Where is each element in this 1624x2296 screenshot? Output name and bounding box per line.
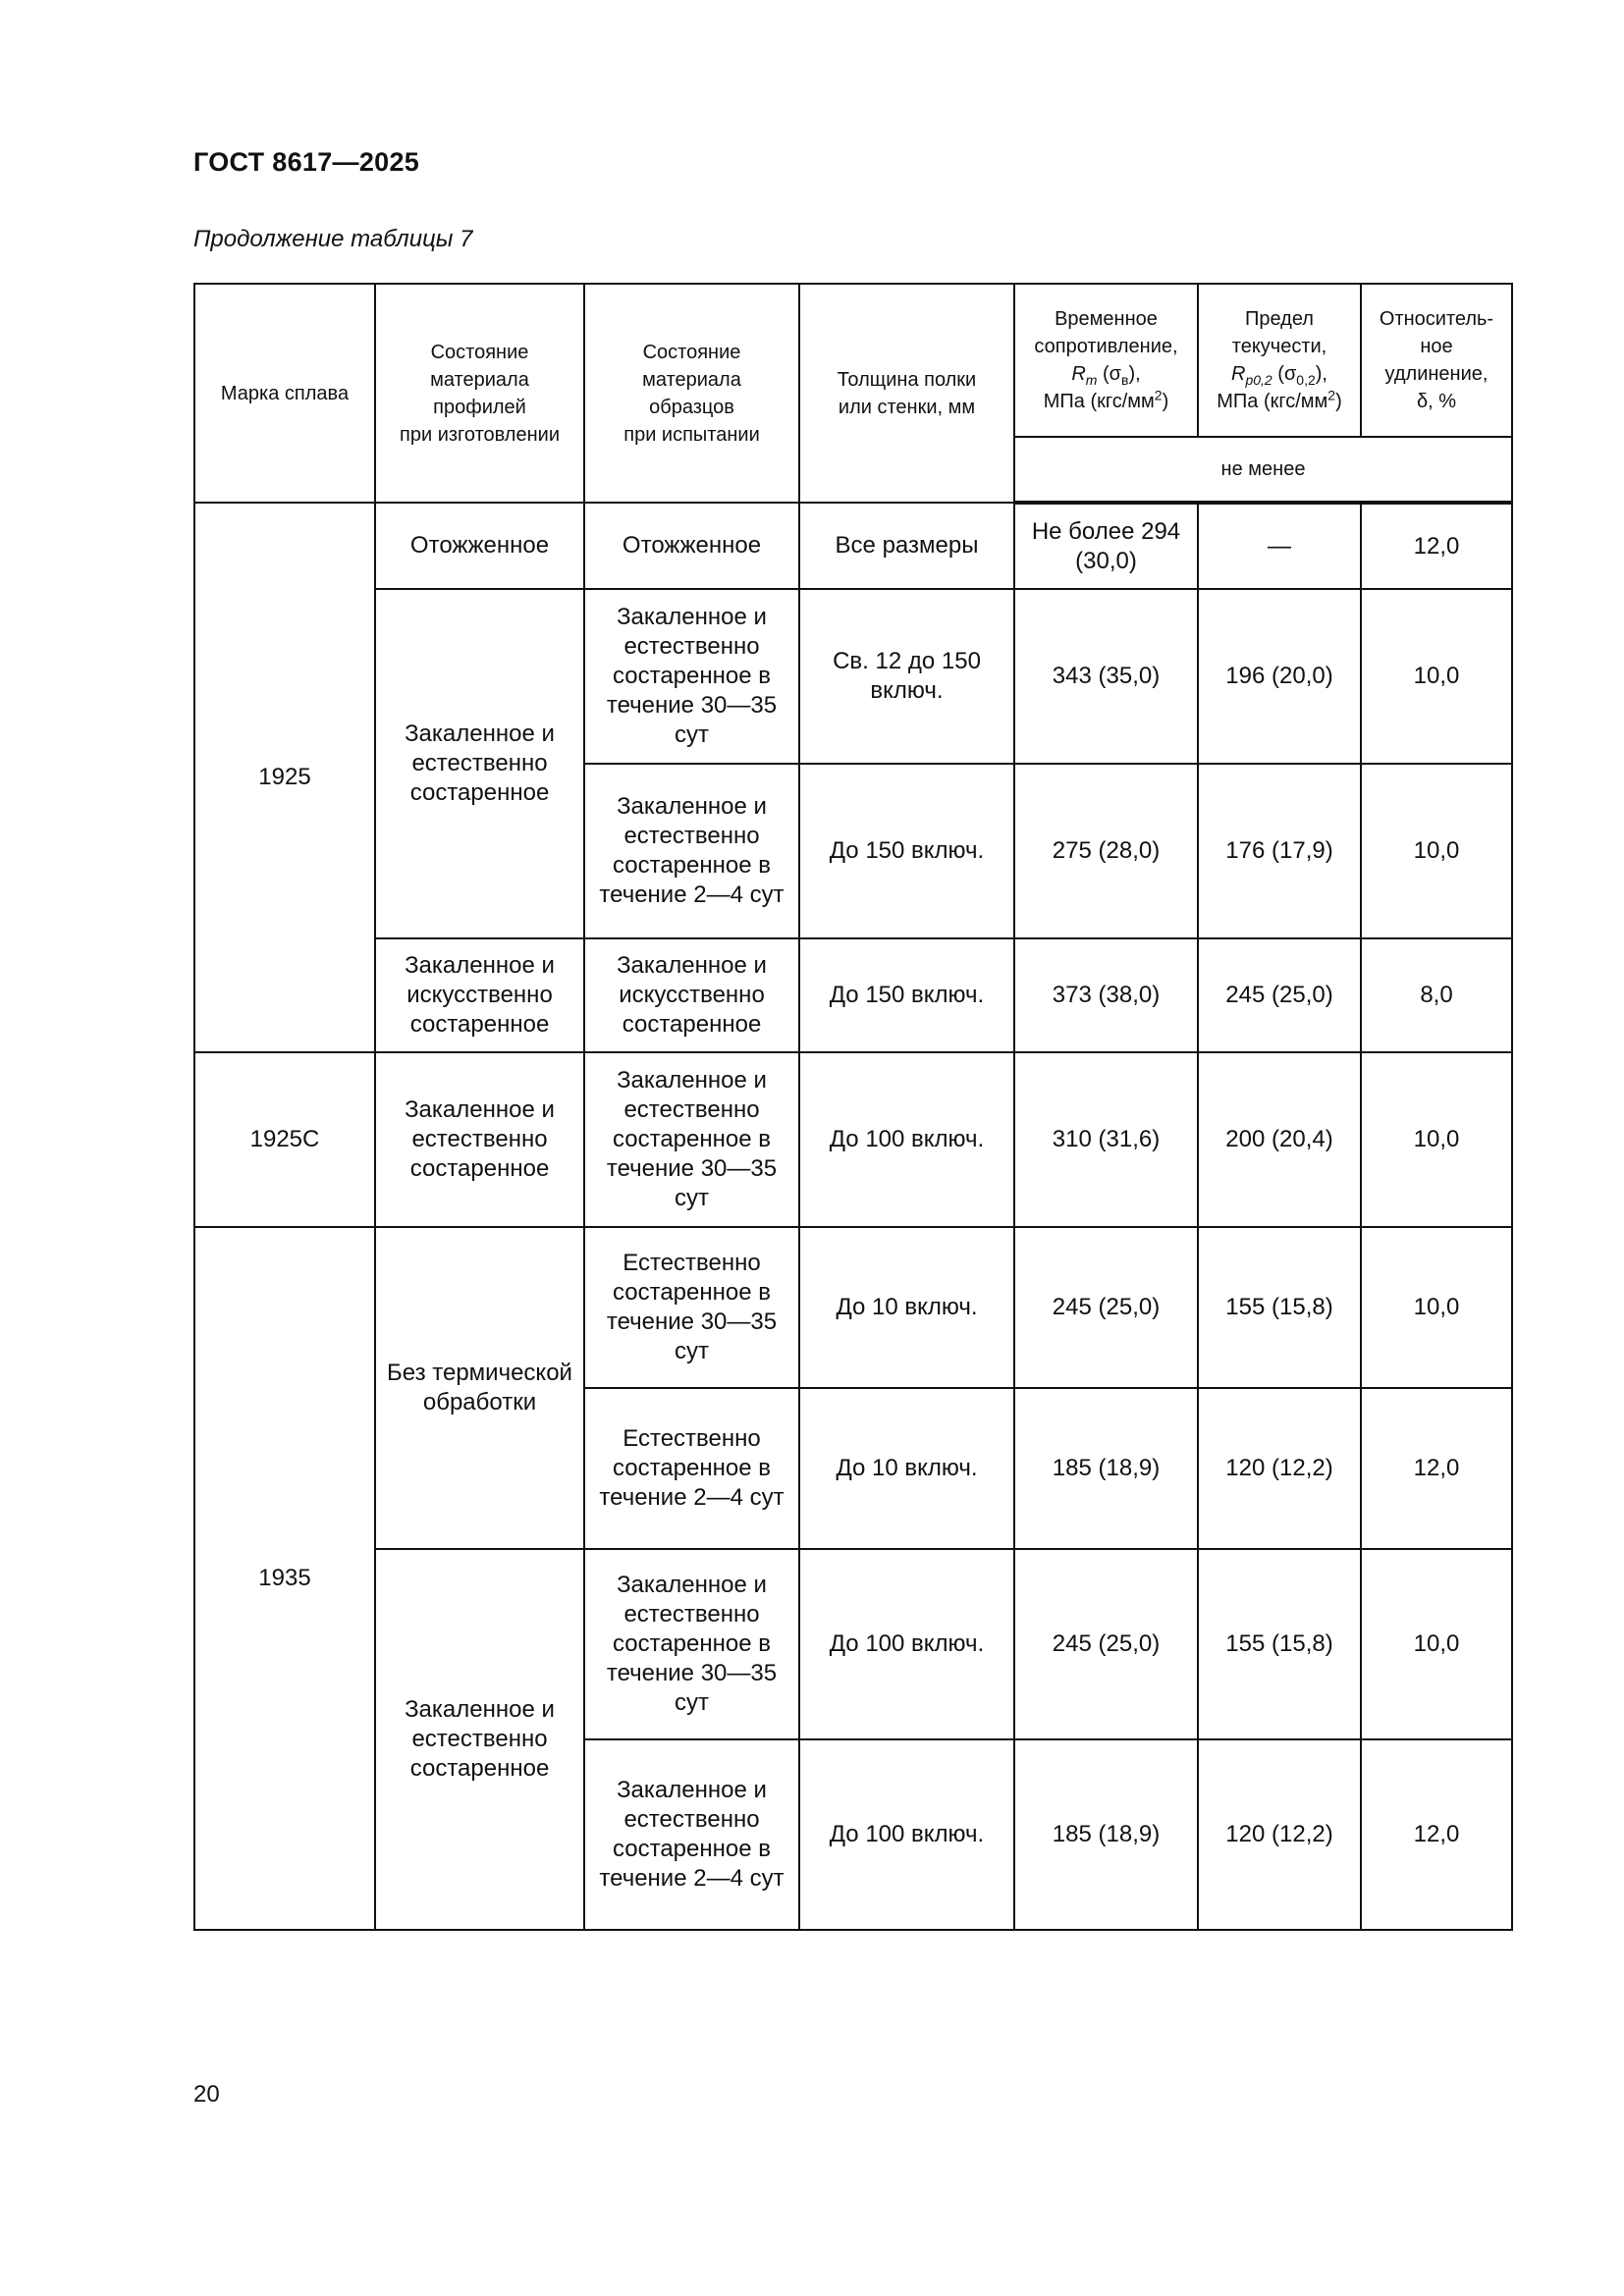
table-row [194,938,1512,1052]
table-row [194,1549,1512,1739]
document-title: ГОСТ 8617—2025 [193,147,420,177]
cell-elongation: 12,0 [1361,1739,1512,1930]
header-tensile-strength: Временное сопротивление, $R_m$ $(\sigma_в)$, МПа $(кгс/мм^2)$ [1014,284,1198,437]
cell-thickness: До 100 включ. [799,1549,1014,1739]
header-thickness: Толщина полки или стенки, мм [799,284,1014,503]
table-row [194,1052,1512,1227]
cell-yield-strength: 120 (12,2) [1198,1739,1361,1930]
header-min-note: не менее [1014,437,1512,503]
cell-thickness: Все размеры [799,503,1014,589]
cell-elongation: 10,0 [1361,764,1512,938]
cell-thickness: До 10 включ. [799,1388,1014,1549]
header-yield-strength: Предел текучести, $R_{p0,2}$ $(\sigma_{0,2})$, МПа $(кгс/мм^2)$ [1198,284,1361,437]
cell-sample-state: Закаленное и естественно состаренное в течение 2—4 сут [584,1739,799,1930]
cell-tensile-strength: 245 (25,0) [1014,1549,1198,1739]
cell-yield-strength: 120 (12,2) [1198,1388,1361,1549]
cell-thickness: До 10 включ. [799,1227,1014,1388]
cell-yield-strength: 200 (20,4) [1198,1052,1361,1227]
cell-sample-state: Закаленное и естественно состаренное в течение 30—35 сут [584,1052,799,1227]
cell-elongation: 10,0 [1361,1227,1512,1388]
cell-profile-state: Без термической обработки [375,1227,584,1549]
cell-tensile-strength: 185 (18,9) [1014,1388,1198,1549]
cell-sample-state: Естественно состаренное в течение 2—4 сут [584,1388,799,1549]
cell-yield-strength: 196 (20,0) [1198,589,1361,764]
cell-thickness: До 150 включ. [799,938,1014,1052]
cell-sample-state: Отожженное [584,503,799,589]
cell-yield-strength: 245 (25,0) [1198,938,1361,1052]
cell-elongation: 10,0 [1361,589,1512,764]
table-row [194,589,1512,764]
cell-elongation: 12,0 [1361,503,1512,589]
cell-profile-state: Закаленное и естественно состаренное [375,589,584,938]
cell-sample-state: Закаленное и естественно состаренное в течение 30—35 сут [584,589,799,764]
cell-profile-state: Закаленное и естественно состаренное [375,1052,584,1227]
cell-yield-strength: — [1198,503,1361,589]
cell-alloy: 1925С [194,1052,375,1227]
cell-yield-strength: 155 (15,8) [1198,1549,1361,1739]
cell-elongation: 12,0 [1361,1388,1512,1549]
cell-elongation: 10,0 [1361,1549,1512,1739]
cell-tensile-strength: 343 (35,0) [1014,589,1198,764]
header-elongation: Относитель- ное удлинение, δ, % [1361,284,1512,437]
cell-yield-strength: 155 (15,8) [1198,1227,1361,1388]
cell-thickness: Св. 12 до 150 включ. [799,589,1014,764]
cell-sample-state: Закаленное и искусственно состаренное [584,938,799,1052]
cell-yield-strength: 176 (17,9) [1198,764,1361,938]
cell-sample-state: Закаленное и естественно состаренное в течение 30—35 сут [584,1549,799,1739]
table-row [194,1227,1512,1388]
cell-tensile-strength: Не более 294 (30,0) [1014,503,1198,589]
cell-profile-state: Закаленное и естественно состаренное [375,1549,584,1930]
cell-tensile-strength: 275 (28,0) [1014,764,1198,938]
cell-tensile-strength: 310 (31,6) [1014,1052,1198,1227]
table-header-row [194,284,1512,437]
properties-table [193,283,1513,1931]
page-number: 20 [193,2081,220,2108]
cell-sample-state: Закаленное и естественно состаренное в течение 2—4 сут [584,764,799,938]
cell-tensile-strength: 373 (38,0) [1014,938,1198,1052]
table-row [194,503,1512,589]
header-alloy: Марка сплава [194,284,375,503]
cell-sample-state: Естественно состаренное в течение 30—35 сут [584,1227,799,1388]
cell-alloy: 1935 [194,1227,375,1930]
cell-elongation: 8,0 [1361,938,1512,1052]
cell-thickness: До 100 включ. [799,1052,1014,1227]
cell-thickness: До 100 включ. [799,1739,1014,1930]
header-profile-state: Состояние материала профилей при изготовлении [375,284,584,503]
header-sample-state: Состояние материала образцов при испытании [584,284,799,503]
table-caption: Продолжение таблицы 7 [193,226,473,252]
cell-profile-state: Отожженное [375,503,584,589]
cell-thickness: До 150 включ. [799,764,1014,938]
cell-tensile-strength: 185 (18,9) [1014,1739,1198,1930]
cell-alloy: 1925 [194,503,375,1052]
cell-profile-state: Закаленное и искусственно состаренное [375,938,584,1052]
cell-tensile-strength: 245 (25,0) [1014,1227,1198,1388]
cell-elongation: 10,0 [1361,1052,1512,1227]
